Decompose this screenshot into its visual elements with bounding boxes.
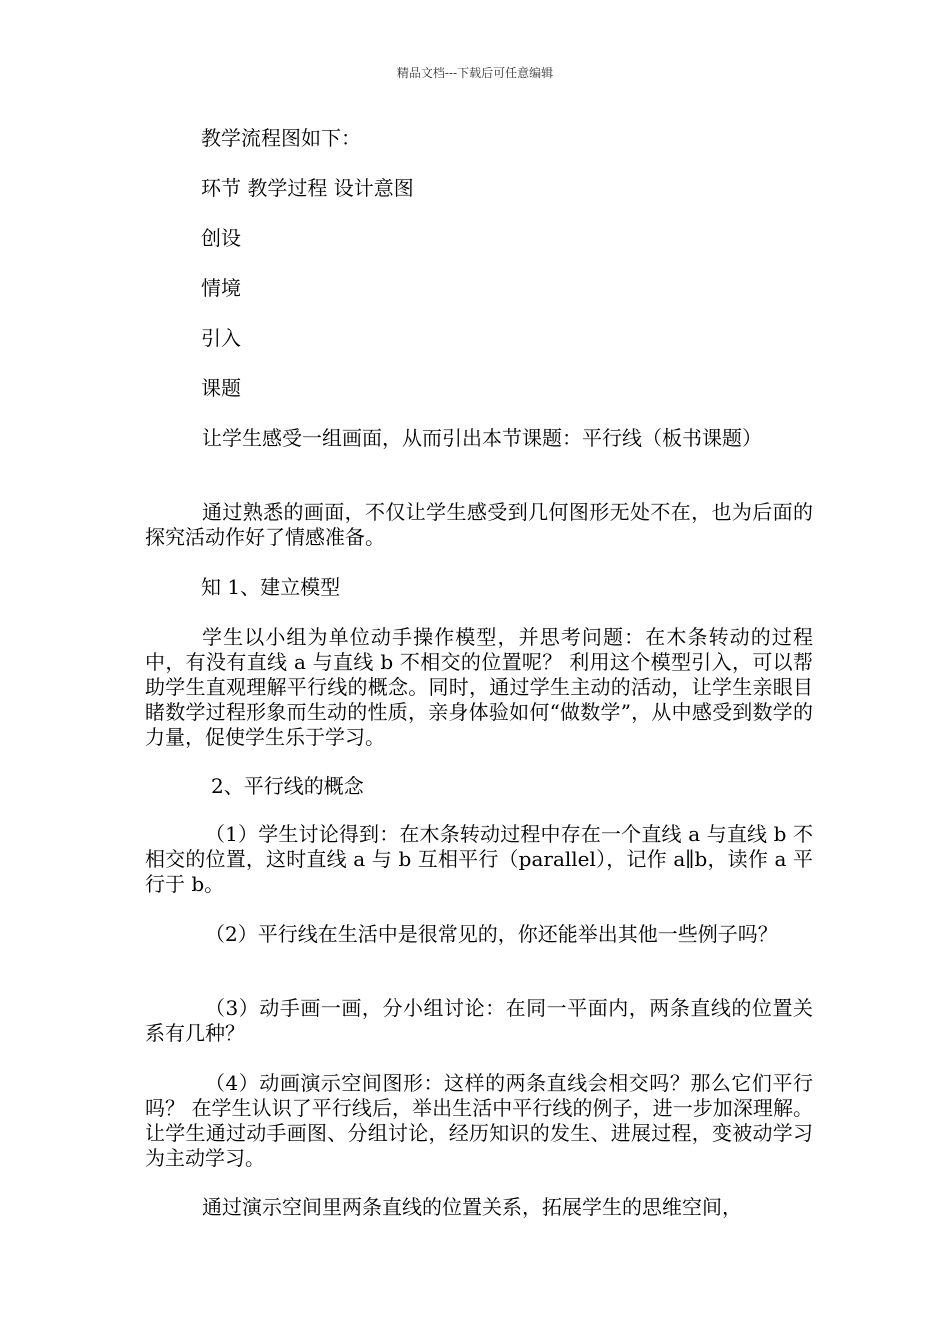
- stage-line: 创设: [201, 226, 241, 250]
- paragraph-spatial: 通过演示空间里两条直线的位置关系，拓展学生的思维空间，: [202, 1195, 742, 1219]
- paragraph-item-4: （4）动画演示空间图形：这样的两条直线会相交吗？那么它们平行吗？ 在学生认识了平行线后，举出生活中平行线的例子，进一步加深理解。让学生通过动手画图、分组讨论，经历知识的发生、进展过程，变被动学习为主动学习。: [145, 1071, 813, 1170]
- page-header: 精品文档---下载后可任意编辑: [396, 66, 554, 80]
- paragraph-design-intent: 通过熟悉的画面，不仅让学生感受到几何图形无处不在，也为后面的探究活动作好了情感准备。: [145, 500, 813, 549]
- paragraph-intro: 让学生感受一组画面，从而引出本节课题：平行线（板书课题）: [202, 426, 762, 450]
- stage-line: 情境: [201, 276, 241, 300]
- stage-line: 课题: [201, 376, 241, 400]
- paragraph-item-1: （1）学生讨论得到：在木条转动过程中存在一个直线 a 与直线 b 不相交的位置，这时直线 a 与 b 互相平行（parallel），记作 a∥b，读作 a 平行于 b。: [145, 822, 813, 896]
- section-heading-concept: 2、平行线的概念: [211, 774, 364, 798]
- paragraph-item-3: （3）动手画一画，分小组讨论：在同一平面内，两条直线的位置关系有几种？: [145, 996, 813, 1045]
- flow-title: 教学流程图如下：: [201, 126, 361, 150]
- paragraph-item-2: （2）平行线在生活中是很常见的，你还能举出其他一些例子吗？: [205, 922, 778, 946]
- paragraph-model: 学生以小组为单位动手操作模型，并思考问题：在木条转动的过程中，有没有直线 a 与直线 b 不相交的位置呢？ 利用这个模型引入，可以帮助学生直观理解平行线的概念。同时，通过学生主动的活动，让学生亲眼目睹数学过程形象而生动的性质，亲身体验如何“做数学”，从中感受到数学的力量，促使学生乐于学习。: [145, 625, 813, 749]
- section-heading-model: 知 1、建立模型: [201, 575, 341, 599]
- stage-line: 引入: [201, 326, 241, 350]
- table-header: 环节 教学过程 设计意图: [201, 176, 414, 200]
